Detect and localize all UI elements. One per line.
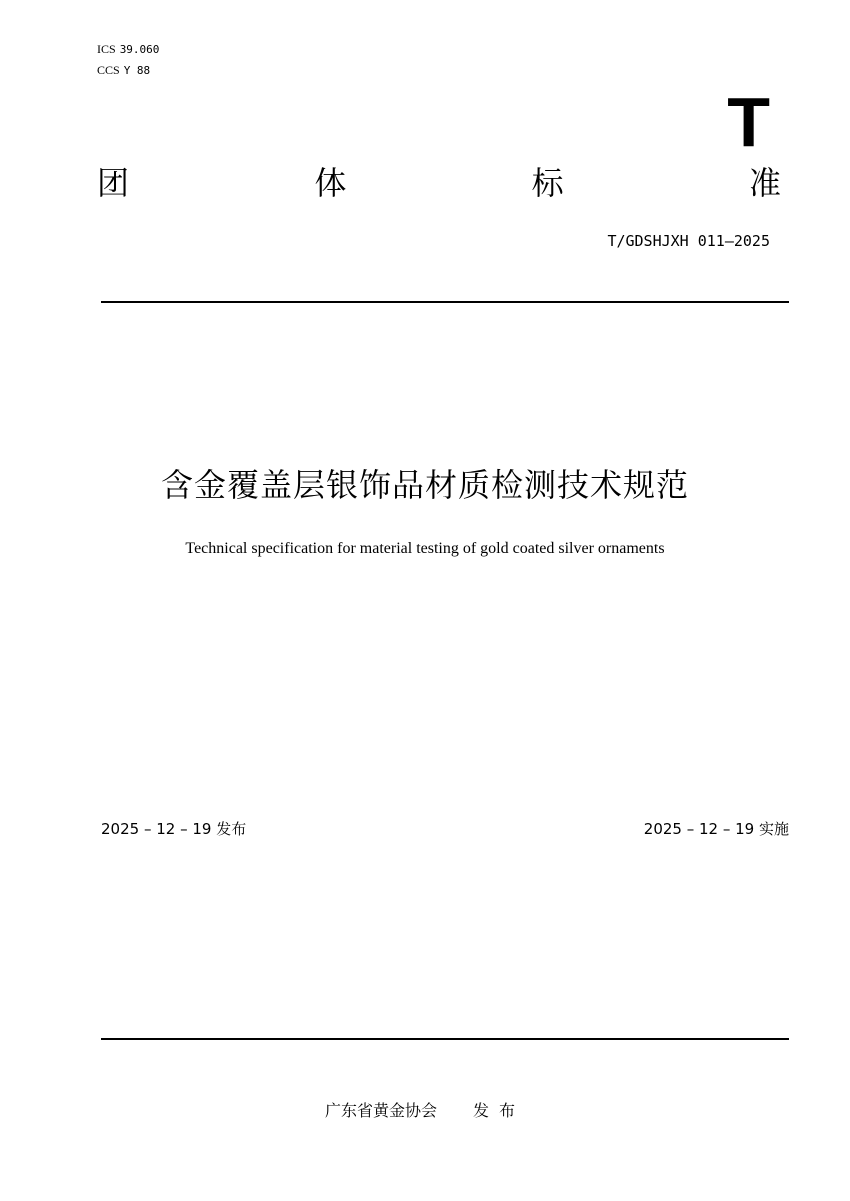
date-row	[101, 819, 789, 839]
standard-type-char-1: 团	[97, 164, 130, 202]
standard-type-char-4: 准	[748, 164, 781, 202]
ics-label: ICS	[97, 42, 116, 56]
publisher-verb: 发布	[473, 1101, 526, 1120]
standard-type-char-3: 标	[531, 164, 564, 202]
implement-date: 2025 – 12 – 19 实施	[643, 820, 789, 838]
standard-type-char-2: 体	[314, 164, 347, 202]
standard-letter: T	[727, 83, 770, 161]
ics-value: 39.060	[119, 43, 160, 56]
ccs-label: CCS	[97, 63, 120, 77]
bottom-divider	[101, 1038, 789, 1040]
publisher-name: 广东省黄金协会	[324, 1101, 437, 1120]
document-title-english: Technical specification for material testing of gold coated silver ornaments	[185, 540, 665, 557]
top-divider	[101, 301, 789, 303]
standard-code: T/GDSHJXH 011—2025	[607, 232, 770, 250]
ics-line	[97, 42, 159, 57]
ccs-line	[97, 63, 150, 78]
publisher-line	[0, 1100, 850, 1122]
standard-type-heading	[97, 163, 781, 203]
document-title-chinese: 含金覆盖层银饰品材质检测技术规范	[160, 466, 689, 504]
ccs-value: Y 88	[123, 64, 151, 77]
publish-date: 2025 – 12 – 19 发布	[101, 820, 247, 838]
